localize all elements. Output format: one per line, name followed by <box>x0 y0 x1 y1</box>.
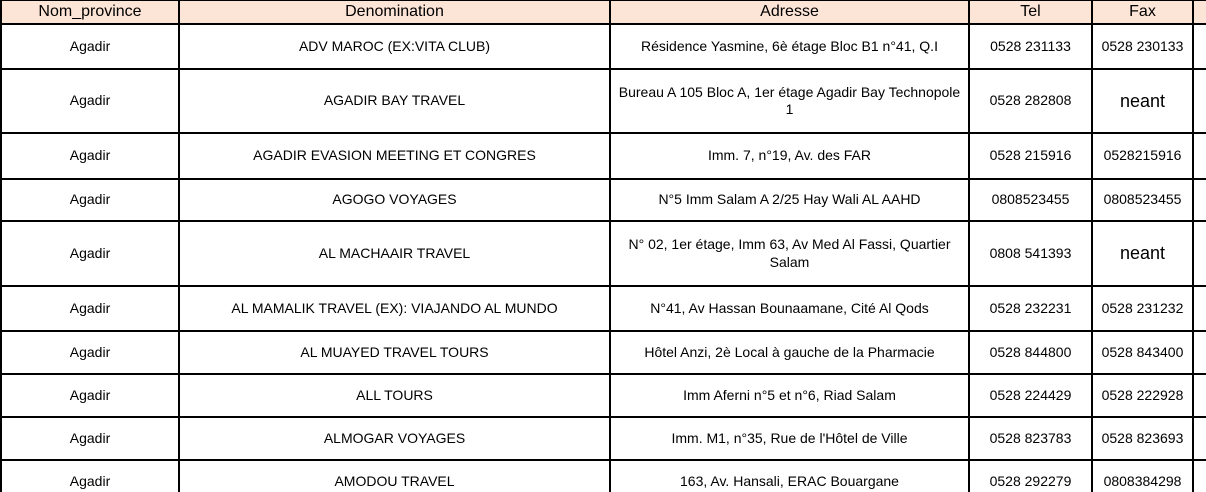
table-row <box>1 69 1206 133</box>
cell-tel: 0528 292279 <box>969 460 1092 492</box>
cell-fax: 0808523455 <box>1092 179 1193 221</box>
table-row <box>1 133 1206 179</box>
cell-adresse: Résidence Yasmine, 6è étage Bloc B1 n°41, Q.I <box>610 24 969 69</box>
cell-fax: 0528215916 <box>1092 133 1193 179</box>
cell-fax: 0528 230133 <box>1092 24 1193 69</box>
table-row <box>1 286 1206 331</box>
cell-denomination: AL MACHAAIR TRAVEL <box>179 221 610 286</box>
cell-tel: 0528 282808 <box>969 69 1092 133</box>
cell-province: Agadir <box>1 24 179 69</box>
cell-overflow <box>1193 133 1206 179</box>
cell-denomination: ALMOGAR VOYAGES <box>179 417 610 460</box>
table-row <box>1 460 1206 492</box>
cell-province: Agadir <box>1 221 179 286</box>
cell-overflow <box>1193 460 1206 492</box>
cell-fax: 0808384298 <box>1092 460 1193 492</box>
column-header-overflow <box>1193 1 1206 25</box>
table-row <box>1 417 1206 460</box>
cell-fax: 0528 222928 <box>1092 374 1193 417</box>
cell-overflow <box>1193 417 1206 460</box>
cell-denomination: AMODOU TRAVEL <box>179 460 610 492</box>
cell-overflow <box>1193 331 1206 374</box>
cell-denomination: AGOGO VOYAGES <box>179 179 610 221</box>
cell-tel: 0528 224429 <box>969 374 1092 417</box>
cell-overflow <box>1193 286 1206 331</box>
table-row <box>1 331 1206 374</box>
table-row <box>1 374 1206 417</box>
cell-tel: 0528 823783 <box>969 417 1092 460</box>
cell-tel: 0808 541393 <box>969 221 1092 286</box>
cell-province: Agadir <box>1 69 179 133</box>
cell-denomination: AGADIR EVASION MEETING ET CONGRES <box>179 133 610 179</box>
cell-adresse: Bureau A 105 Bloc A, 1er étage Agadir Bay Technopole 1 <box>610 69 969 133</box>
cell-overflow <box>1193 24 1206 69</box>
cell-overflow <box>1193 179 1206 221</box>
cell-overflow <box>1193 374 1206 417</box>
cell-denomination: ALL TOURS <box>179 374 610 417</box>
column-header-nom-province: Nom_province <box>1 1 179 25</box>
cell-adresse: N° 02, 1er étage, Imm 63, Av Med Al Fassi, Quartier Salam <box>610 221 969 286</box>
table-body <box>1 24 1206 492</box>
cell-tel: 0528 232231 <box>969 286 1092 331</box>
cell-fax: 0528 843400 <box>1092 331 1193 374</box>
column-header-tel: Tel <box>969 1 1092 25</box>
column-header-adresse: Adresse <box>610 1 969 25</box>
column-header-fax: Fax <box>1092 1 1193 25</box>
column-header-denomination: Denomination <box>179 1 610 25</box>
table-row <box>1 24 1206 69</box>
cell-tel: 0528 231133 <box>969 24 1092 69</box>
cell-adresse: N°41, Av Hassan Bounaamane, Cité Al Qods <box>610 286 969 331</box>
cell-tel: 0528 215916 <box>969 133 1092 179</box>
cell-denomination: AGADIR BAY TRAVEL <box>179 69 610 133</box>
cell-adresse: Hôtel Anzi, 2è Local à gauche de la Pharmacie <box>610 331 969 374</box>
cell-province: Agadir <box>1 179 179 221</box>
cell-adresse: N°5 Imm Salam A 2/25 Hay Wali AL AAHD <box>610 179 969 221</box>
cell-denomination: AL MAMALIK TRAVEL (EX): VIAJANDO AL MUNDO <box>179 286 610 331</box>
cell-adresse: Imm Aferni n°5 et n°6, Riad Salam <box>610 374 969 417</box>
table-row <box>1 179 1206 221</box>
cell-province: Agadir <box>1 374 179 417</box>
cell-tel: 0808523455 <box>969 179 1092 221</box>
cell-overflow <box>1193 221 1206 286</box>
cell-adresse: Imm. 7, n°19, Av. des FAR <box>610 133 969 179</box>
cell-overflow <box>1193 69 1206 133</box>
cell-adresse: Imm. M1, n°35, Rue de l'Hôtel de Ville <box>610 417 969 460</box>
cell-province: Agadir <box>1 417 179 460</box>
cell-fax: 0528 231232 <box>1092 286 1193 331</box>
cell-tel: 0528 844800 <box>969 331 1092 374</box>
cell-fax: 0528 823693 <box>1092 417 1193 460</box>
cell-denomination: ADV MAROC (EX:VITA CLUB) <box>179 24 610 69</box>
cell-denomination: AL MUAYED TRAVEL TOURS <box>179 331 610 374</box>
cell-adresse: 163, Av. Hansali, ERAC Bouargane <box>610 460 969 492</box>
cell-province: Agadir <box>1 331 179 374</box>
table-row <box>1 221 1206 286</box>
cell-province: Agadir <box>1 286 179 331</box>
cell-province: Agadir <box>1 460 179 492</box>
cell-fax: neant <box>1092 221 1193 286</box>
cell-province: Agadir <box>1 133 179 179</box>
header-row <box>1 1 1206 25</box>
table-header <box>1 1 1206 25</box>
cell-fax: neant <box>1092 69 1193 133</box>
